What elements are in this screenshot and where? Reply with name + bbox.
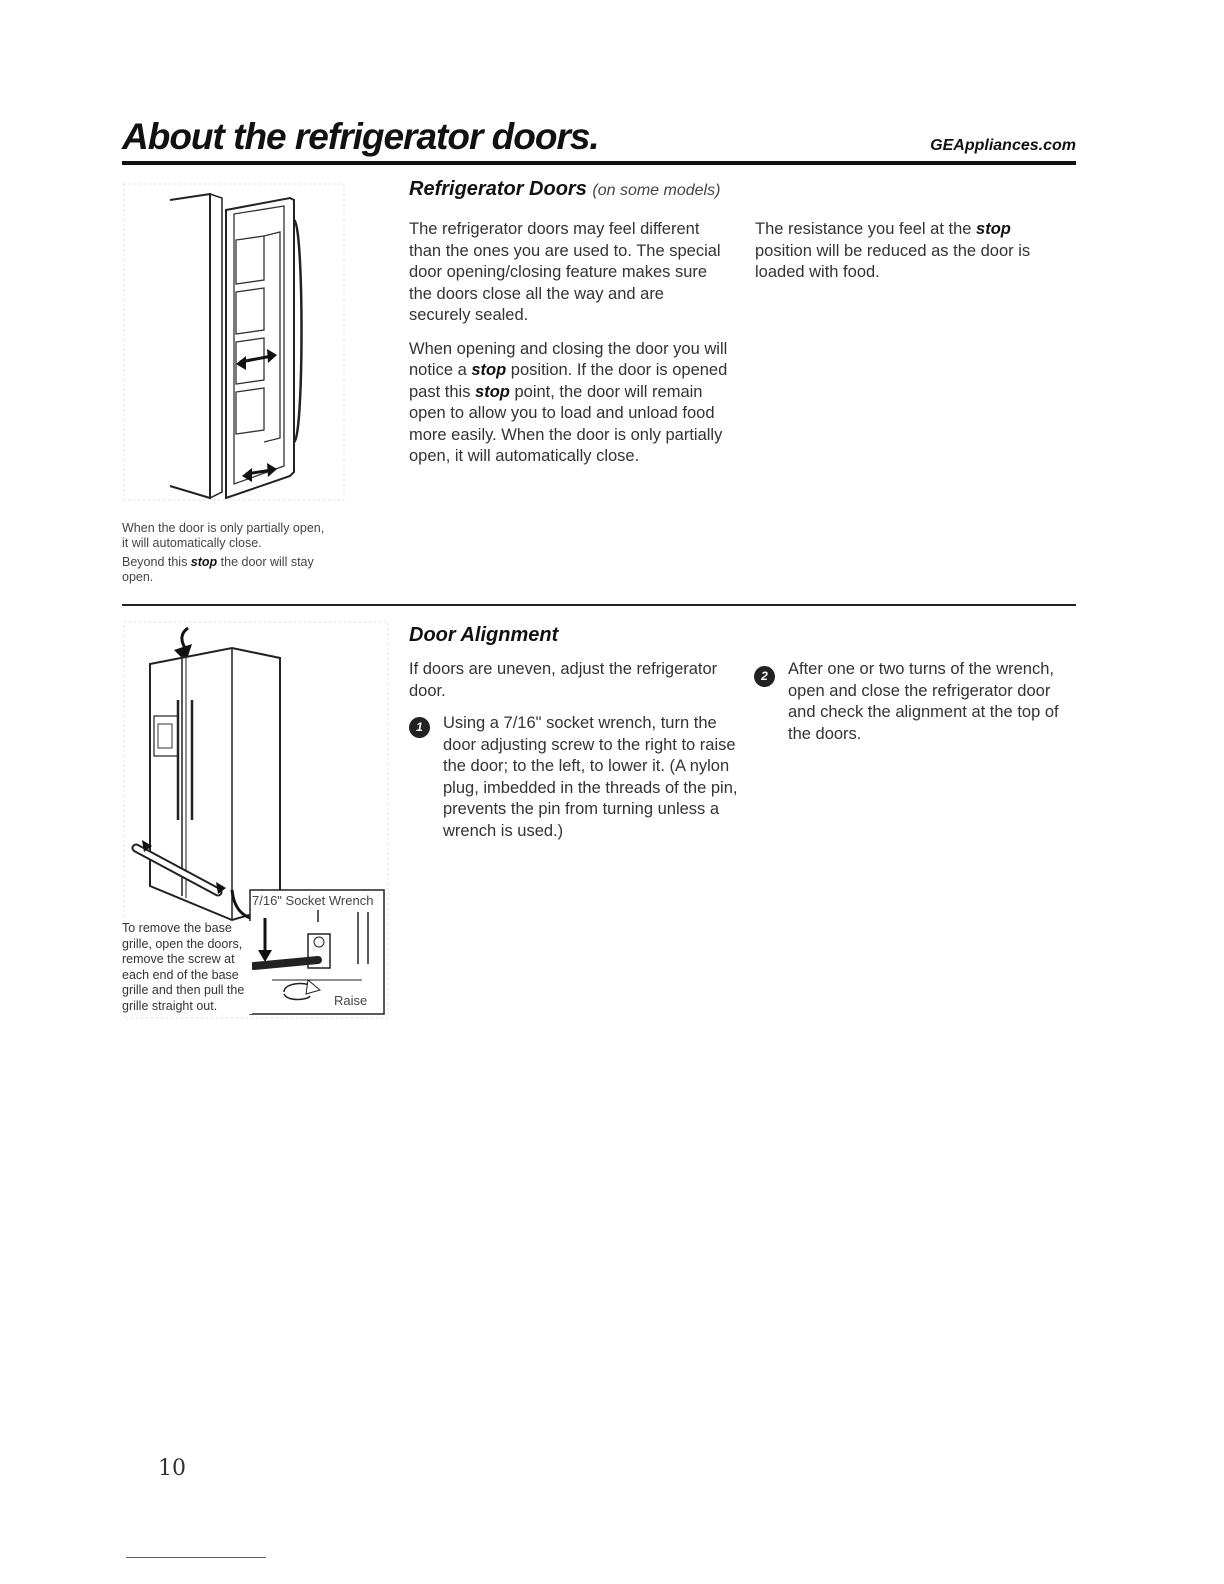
section-heading-door-alignment: Door Alignment (409, 624, 559, 646)
figure1-captions (122, 521, 332, 585)
page-title: About the refrigerator doors. (122, 116, 599, 157)
step-1-text: Using a 7/16" socket wrench, turn the door adjusting screw to the right to raise the door; to the left, to lower it. (A nylon plug, imbedded in the threads of the pin, prevents the pin from turning unless a wrench is used.) (443, 714, 738, 840)
paragraph-stop-position: When opening and closing the door you will notice a stop position. If the door is opened past this stop point, the door will remain open to allow you to load and unload food more easily. When the door is only partially open, it will automatically close. (409, 339, 728, 465)
section1-column1 (409, 219, 729, 468)
base-grille-caption: To remove the base grille, open the doors, remove the screw at each end of the base grille and then pull the grille straight out. (122, 921, 252, 1014)
step-2 (788, 659, 1074, 745)
header-rule (122, 161, 1076, 165)
footer-line (126, 1557, 266, 1558)
step-1 (443, 713, 739, 842)
step-1-number-icon: 1 (409, 717, 430, 738)
section-heading-refrigerator-doors: Refrigerator Doors (on some models) (409, 178, 721, 200)
section1-column2 (755, 219, 1040, 284)
page-number: 10 (158, 1456, 186, 1481)
wrench-label: 7/16" Socket Wrench (252, 893, 374, 908)
refrigerator-door-illustration (122, 180, 348, 504)
alignment-intro: If doors are uneven, adjust the refrigerator door. (409, 660, 718, 700)
step-2-text: After one or two turns of the wrench, open and close the refrigerator door and check the alignment at the top of the doors. (788, 660, 1059, 743)
paragraph-doors-feel: The refrigerator doors may feel different than the ones you are used to. The special door opening/closing feature makes sure the doors close all the way and are securely sealed. (409, 220, 721, 324)
section-divider (122, 604, 1076, 606)
raise-label: Raise (334, 993, 368, 1008)
step-2-number-icon: 2 (754, 666, 775, 687)
alignment-column1 (409, 659, 739, 702)
figure1-caption-close: When the door is only partially open, it will automatically close. (122, 521, 325, 550)
figure1-caption-open: Beyond this stop the door will stay open. (122, 555, 314, 584)
paragraph-resistance: The resistance you feel at the stop position will be reduced as the door is loaded with food. (755, 220, 1031, 281)
site-url: GEAppliances.com (930, 137, 1076, 154)
